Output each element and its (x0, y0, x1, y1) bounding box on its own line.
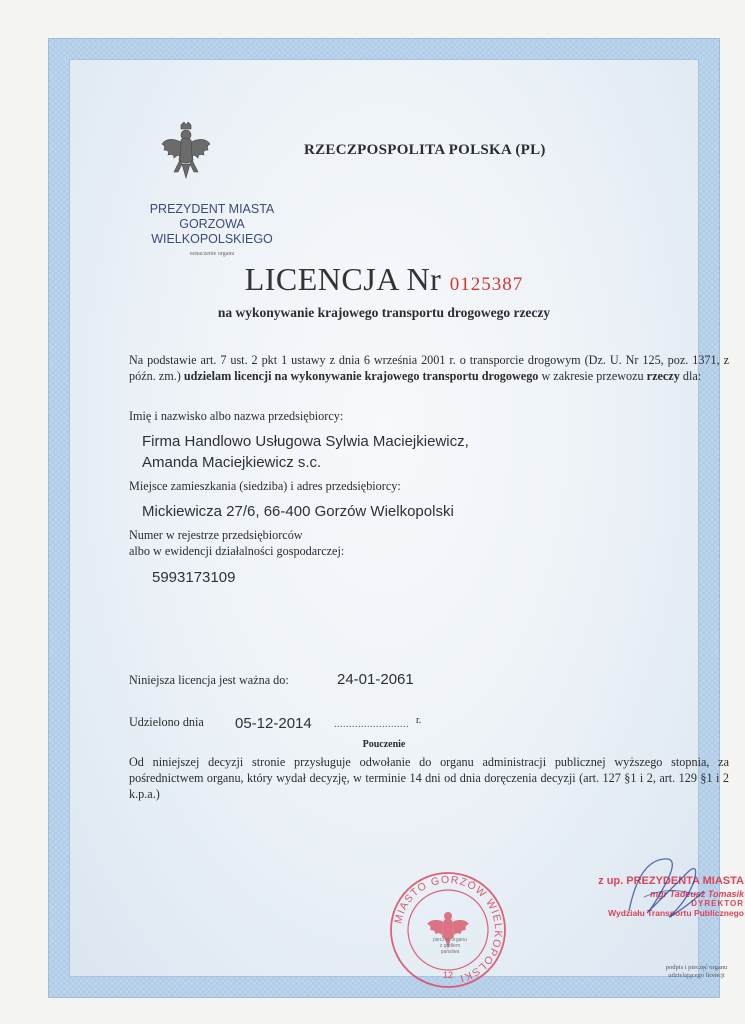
issued-label: Udzielono dnia (129, 715, 204, 729)
seal-caption-line-2: z godłem państwa (439, 943, 461, 955)
signatory-name: mgr Tadeusz Tomasik (650, 889, 744, 899)
seal-caption-line-1: pieczęć organu (433, 937, 467, 943)
register-label-line-1: Numer w rejestrze przedsiębiorców (129, 528, 303, 542)
issued-date: 05-12-2014 (235, 715, 312, 732)
license-title-text: LICENCJA Nr (244, 261, 442, 297)
seal-number: 12 (442, 970, 454, 980)
legal-text-bold: udzielam licencji na wykonywanie krajowego transportu drogowego (183, 369, 539, 383)
authority-line-1: PREZYDENT MIASTA (149, 202, 275, 216)
notice-text: Od niniejszej decyzji stronie przysługuje odwołanie do organu administracji publicznej wyższego stopnia, za pośrednictwem organu, który wydał decyzję, w terminie 14 dni od dnia doręczenia decyzji (art. 127 §1 i 2, art. 129 §1 i 2 k.p.a.) (129, 755, 729, 801)
seal-caption (432, 937, 468, 955)
entrepreneur-name-label: Imię i nazwisko albo nazwa przedsiębiorcy: (129, 409, 344, 423)
signatory-department: Wydziału Transportu Publicznego (608, 908, 744, 918)
dotted-line: ......................... (334, 719, 409, 730)
legal-basis-paragraph (129, 352, 729, 384)
signature-caption (639, 964, 745, 980)
signature-caption-line-2: udzielającego licencji (668, 972, 725, 979)
validity-date: 24-01-2061 (337, 671, 414, 688)
entrepreneur-name-line-2: Amanda Maciejkiewicz s.c. (142, 454, 322, 471)
notice-heading: Pouczenie (362, 739, 406, 750)
register-label-line-2: albo w ewidencji działalności gospodarczej: (129, 544, 345, 558)
issued-year-suffix: r. (416, 715, 422, 726)
issuing-authority (123, 202, 301, 247)
signatory-title: DYREKTOR (691, 899, 744, 908)
license-document (48, 38, 744, 998)
address-value: Mickiewicza 27/6, 66-400 Gorzów Wielkopolski (142, 503, 454, 520)
signature-authority-line: z up. PREZYDENTA MIASTA (598, 875, 744, 887)
license-title (49, 261, 719, 298)
address-label: Miejsce zamieszkania (siedziba) i adres przedsiębiorcy: (129, 479, 401, 493)
license-subtitle: na wykonywanie krajowego transportu drogowego rzeczy (217, 305, 551, 320)
license-number: 0125387 (449, 274, 524, 295)
entrepreneur-name-line-1: Firma Handlowo Usługowa Sylwia Maciejkiewicz, (142, 433, 469, 450)
handwritten-signature (609, 851, 719, 931)
authority-note: oznaczenie organu (189, 251, 235, 257)
register-number: 5993173109 (152, 569, 236, 586)
authority-line-3: WIELKOPOLSKIEGO (151, 232, 273, 246)
authority-line-2: GORZOWA (179, 217, 245, 231)
signature-caption-line-1: podpis i pieczęć organu (665, 964, 728, 971)
legal-text-c: dla: (679, 369, 702, 383)
legal-text-a: Na podstawie art. 7 ust. 2 pkt 1 ustawy z dnia 6 września 2001 r. o transporcie drogowym (Dz. U. Nr 125, poz. 1371, z późn. zm.) (129, 353, 729, 383)
official-seal-stamp (389, 871, 507, 989)
legal-text-b: w zakresie przewozu (538, 369, 647, 383)
legal-text-bold2: rzeczy (646, 369, 680, 383)
seal-ring-text: MIASTO GORZÓW WIELKOPOLSKI (392, 873, 505, 985)
validity-label: Niniejsza licencja jest ważna do: (129, 673, 289, 687)
polish-eagle-emblem-icon (160, 122, 212, 182)
republic-heading: RZECZPOSPOLITA POLSKA (PL) (304, 142, 546, 158)
